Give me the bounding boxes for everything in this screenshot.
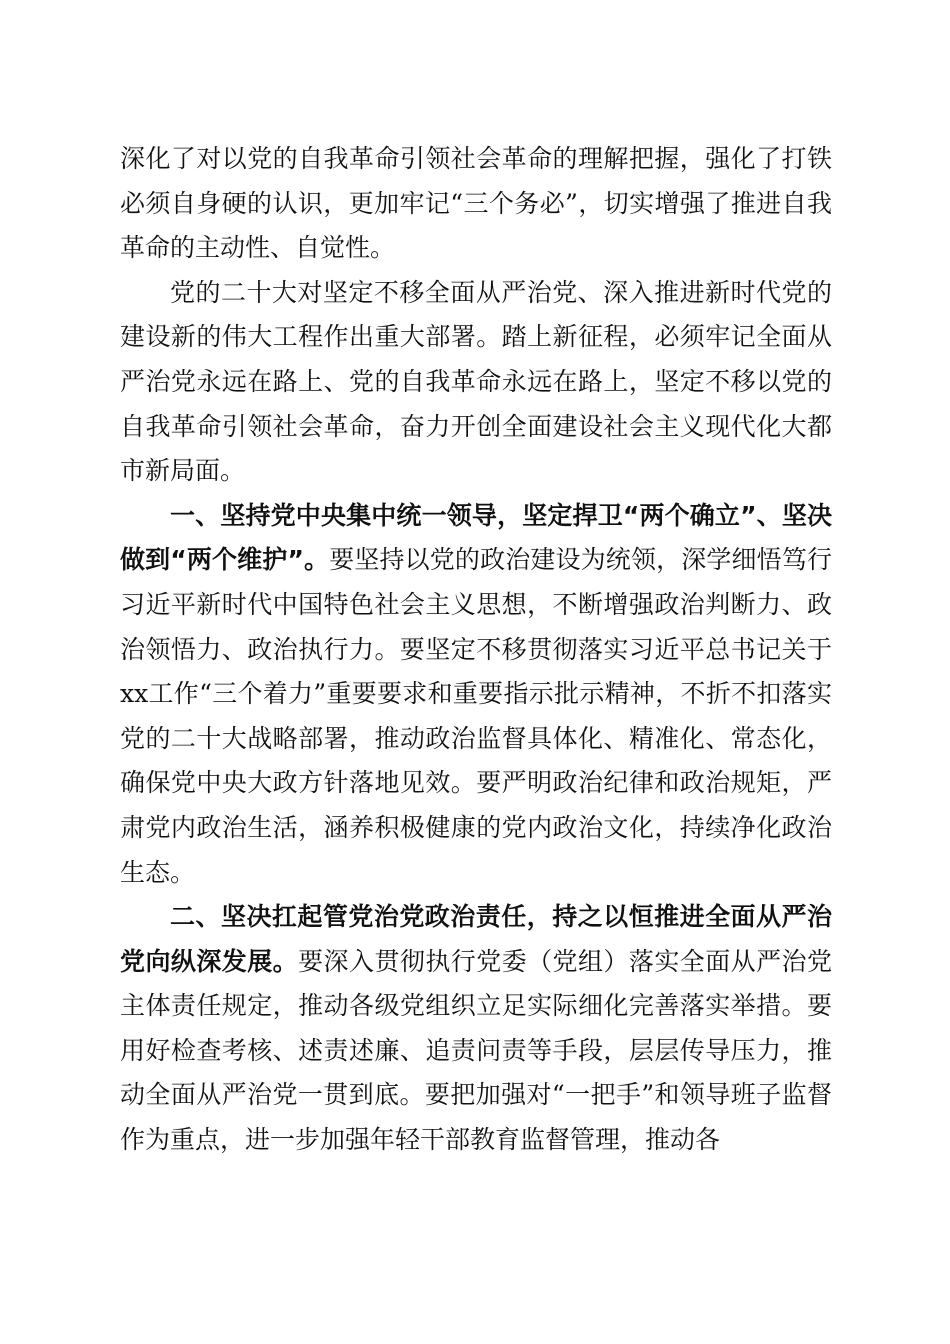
paragraph-section-1 [120,494,832,895]
paragraph-text: 要坚持以党的政治建设为统领，深学细悟笃行习近平新时代中国特色社会主义思想，不断增强政治判断力、政治领悟力、政治执行力。要坚定不移贯彻落实习近平总书记关于xx工作“三个着力”重要要求和重要指示批示精神，不折不扣落实党的二十大战略部署，推动政治监督具体化、精准化、常态化，确保党中央大政方针落地见效。要严明政治纪律和政治规矩，严肃党内政治生活，涵养积极健康的党内政治文化，持续净化政治生态。 [120,545,832,887]
document-body [120,137,832,1163]
section-heading: 一、坚持党中央集中统一领导，坚定捍卫“两个确立”、坚决做到“两个维护”。 [120,500,832,575]
paragraph-text: 党的二十大对坚定不移全面从严治党、深入推进新时代党的建设新的伟大工程作出重大部署。踏上新征程，必须牢记全面从严治党永远在路上、党的自我革命永远在路上，坚定不移以党的自我革命引领社会革命，奋力开创全面建设社会主义现代化大都市新局面。 [120,277,832,486]
paragraph-text: 要深入贯彻执行党委（党组）落实全面从严治党主体责任规定，推动各级党组织立足实际细化完善落实举措。要用好检查考核、述责述廉、追责问责等手段，层层传导压力，推动全面从严治党一贯到底。要把加强对“一把手”和领导班子监督作为重点，进一步加强年轻干部教育监督管理，推动各 [120,946,832,1155]
paragraph-continued [120,137,832,271]
section-heading: 二、坚决扛起管党治党政治责任，持之以恒推进全面从严治党向纵深发展。 [120,902,832,976]
paragraph-intro [120,271,832,494]
paragraph-text: 深化了对以党的自我革命引领社会革命的理解把握，强化了打铁必须自身硬的认识，更加牢记“三个务必”，切实增强了推进自我革命的主动性、自觉性。 [120,144,832,263]
paragraph-section-2 [120,895,832,1163]
